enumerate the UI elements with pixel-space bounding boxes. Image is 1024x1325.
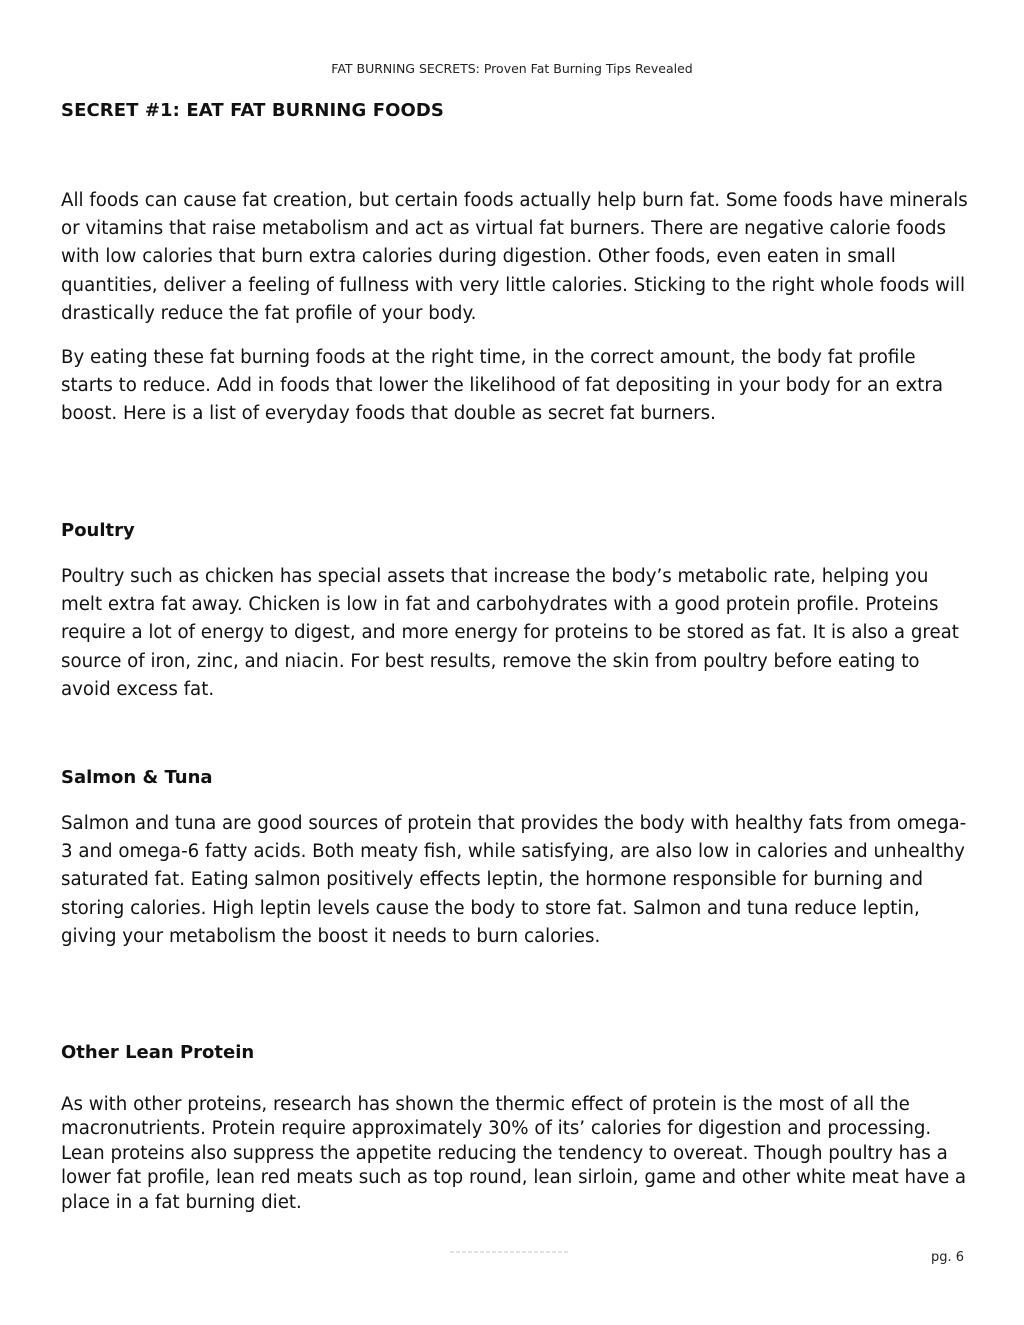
footer-divider xyxy=(450,1251,570,1253)
other-lean-protein-heading: Other Lean Protein xyxy=(61,1042,255,1063)
poultry-paragraph: Poultry such as chicken has special assets that increase the body’s metabolic rate, helping you melt extra fat away. Chicken is low in fat and carbohydrates with a good protein profile. Proteins require a lot of energy to digest, and more energy for proteins to be stored as fat. It is also a great source of iron, zinc, and niacin. For best results, remove the skin from poultry before eating to avoid excess fat. xyxy=(61,566,959,700)
section-title: SECRET #1: EAT FAT BURNING FOODS xyxy=(61,100,444,121)
intro-paragraph-1: All foods can cause fat creation, but certain foods actually help burn fat. Some foods have minerals or vitamins that raise metabolism and act as virtual fat burners. There are negative calorie foods with low calories that burn extra calories during digestion. Other foods, even eaten in small quantities, deliver a feeling of fullness with very little calories. Sticking to the right whole foods will drastically reduce the fat profile of your body. xyxy=(61,190,968,324)
running-header: FAT BURNING SECRETS: Proven Fat Burning Tips Revealed xyxy=(331,61,693,76)
page-number: pg. 6 xyxy=(930,1250,964,1265)
poultry-heading: Poultry xyxy=(61,520,135,541)
intro-paragraph-2: By eating these fat burning foods at the right time, in the correct amount, the body fat profile starts to reduce. Add in foods that lower the likelihood of fat depositing in your body for an extra boost. Here is a list of everyday foods that double as secret fat burners. xyxy=(61,347,943,425)
salmon-tuna-paragraph: Salmon and tuna are good sources of protein that provides the body with healthy fats from omega-3 and omega-6 fatty acids. Both meaty fish, while satisfying, are also low in calories and unhealthy saturated fat. Eating salmon positively effects leptin, the hormone responsible for burning and storing calories. High leptin levels cause the body to store fat. Salmon and tuna reduce leptin, giving your metabolism the boost it needs to burn calories. xyxy=(61,813,967,947)
other-lean-protein-paragraph: As with other proteins, research has shown the thermic effect of protein is the most of all the macronutrients. Protein require approximately 30% of its’ calories for digestion and processing. Lean proteins also suppress the appetite reducing the tendency to overeat. Though poultry has a lower fat profile, lean red meats such as top round, lean sirloin, game and other white meat have a place in a fat burning diet. xyxy=(61,1094,967,1213)
salmon-tuna-heading: Salmon & Tuna xyxy=(61,767,213,788)
